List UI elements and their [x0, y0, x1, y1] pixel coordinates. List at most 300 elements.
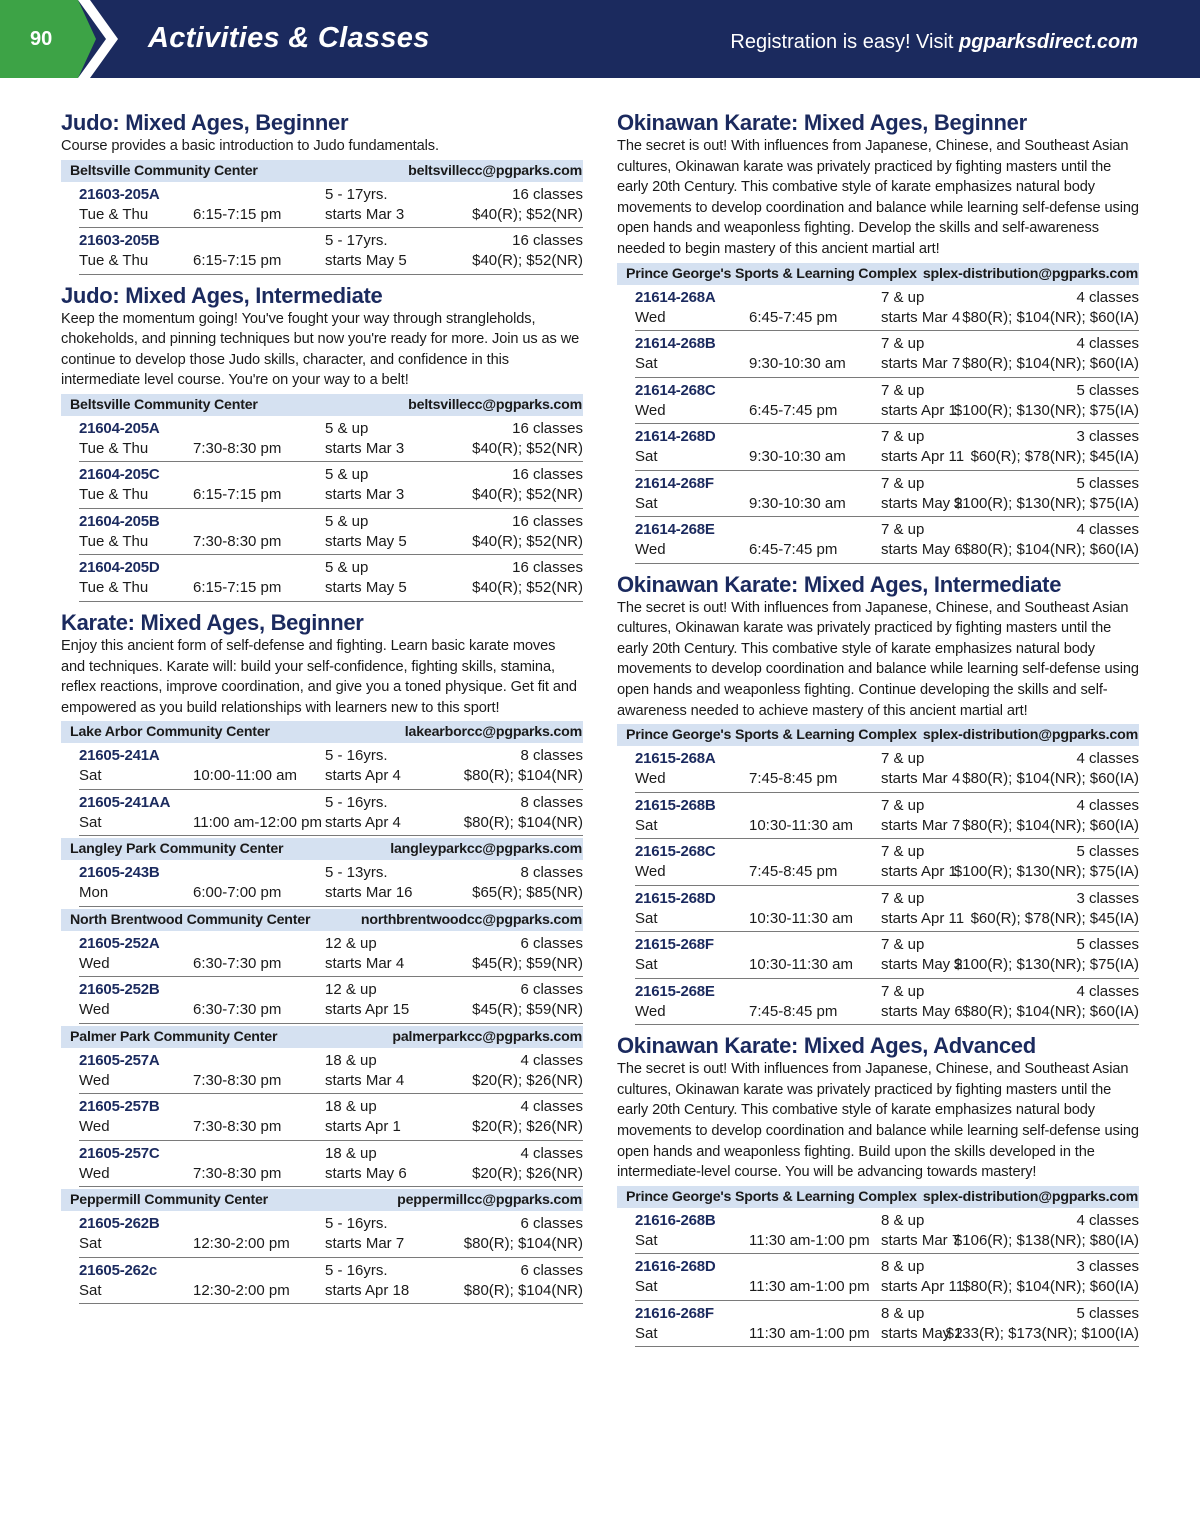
class-start: starts Mar 7 [881, 355, 961, 373]
class-days: Tue & Thu [79, 486, 149, 504]
class-start: starts Mar 4 [881, 770, 961, 788]
class-ages: 7 & up [881, 889, 925, 907]
class-days: Wed [79, 954, 110, 972]
class-price: $100(R); $130(NR); $75(IA) [953, 494, 1139, 512]
class-days: Wed [635, 541, 666, 559]
class-start: starts Mar 3 [325, 486, 405, 504]
class-ages: 7 & up [881, 381, 925, 399]
class-count: 16 classes [512, 419, 583, 437]
location-email[interactable]: splex-distribution@pgparks.com [922, 1188, 1138, 1205]
location-name: Langley Park Community Center [70, 841, 284, 858]
class-ages: 7 & up [881, 474, 925, 492]
class-code[interactable]: 21615-268E [635, 982, 715, 1000]
class-time: 6:00-7:00 pm [193, 884, 282, 902]
location-bar [617, 263, 1139, 285]
class-time: 11:30 am-1:00 pm [749, 1324, 870, 1342]
class-code[interactable]: 21614-268C [635, 381, 716, 399]
class-row [79, 1258, 583, 1305]
class-time: 6:15-7:15 pm [193, 252, 282, 270]
class-row [635, 285, 1139, 332]
class-ages: 12 & up [325, 981, 377, 999]
class-time: 11:30 am-1:00 pm [749, 1231, 870, 1249]
class-time: 7:45-8:45 pm [749, 770, 838, 788]
class-row [635, 471, 1139, 518]
class-days: Sat [79, 767, 102, 785]
location-bar [61, 838, 583, 860]
class-count: 8 classes [520, 793, 583, 811]
class-price: $40(R); $52(NR) [472, 579, 583, 597]
location-name: Beltsville Community Center [70, 162, 258, 179]
class-ages: 7 & up [881, 843, 925, 861]
section-title: Okinawan Karate: Mixed Ages, Advanced [617, 1033, 1036, 1059]
class-days: Sat [79, 813, 102, 831]
class-start: starts Mar 4 [325, 1071, 405, 1089]
class-start: starts May 2 [881, 1324, 963, 1342]
class-price: $80(R); $104(NR) [463, 1281, 583, 1299]
class-time: 7:30-8:30 pm [193, 439, 282, 457]
location-name: Lake Arbor Community Center [70, 724, 270, 741]
class-time: 6:15-7:15 pm [193, 579, 282, 597]
class-count: 3 classes [1076, 428, 1139, 446]
location-email[interactable]: beltsvillecc@pgparks.com [408, 396, 582, 413]
class-code[interactable]: 21605-243B [79, 864, 160, 882]
class-time: 7:30-8:30 pm [193, 1071, 282, 1089]
class-start: starts May 5 [325, 532, 407, 550]
location-bar [61, 721, 583, 743]
class-price: $100(R); $130(NR); $75(IA) [953, 863, 1139, 881]
class-count: 4 classes [1076, 796, 1139, 814]
class-count: 4 classes [520, 1098, 583, 1116]
course-section [617, 110, 1139, 564]
class-days: Wed [635, 863, 666, 881]
registration-text: Registration is easy! Visit [730, 31, 960, 53]
class-code[interactable]: 21604-205D [79, 559, 160, 577]
location-name: Palmer Park Community Center [70, 1028, 278, 1045]
location-name: Beltsville Community Center [70, 396, 258, 413]
class-code[interactable]: 21605-262B [79, 1215, 160, 1233]
registration-link[interactable]: pgparksdirect.com [959, 31, 1138, 53]
class-time: 6:30-7:30 pm [193, 954, 282, 972]
class-row [635, 1254, 1139, 1301]
class-code[interactable]: 21604-205B [79, 512, 160, 530]
class-time: 10:30-11:30 am [749, 956, 853, 974]
class-count: 6 classes [520, 934, 583, 952]
class-row [79, 1094, 583, 1141]
page-title: Activities & Classes [148, 22, 430, 54]
class-row [79, 931, 583, 978]
class-row [635, 378, 1139, 425]
class-count: 8 classes [520, 747, 583, 765]
class-count: 4 classes [1076, 750, 1139, 768]
class-start: starts Apr 1 [325, 1118, 401, 1136]
class-ages: 7 & up [881, 335, 925, 353]
class-price: $80(R); $104(NR); $60(IA) [962, 308, 1139, 326]
class-row [635, 932, 1139, 979]
class-days: Wed [635, 401, 666, 419]
class-price: $45(R); $59(NR) [472, 1001, 583, 1019]
class-start: starts Mar 3 [325, 205, 405, 223]
class-price: $80(R); $104(NR); $60(IA) [962, 355, 1139, 373]
class-row [635, 517, 1139, 564]
class-ages: 7 & up [881, 288, 925, 306]
location-email[interactable]: lakearborcc@pgparks.com [404, 724, 582, 741]
class-time: 9:30-10:30 am [749, 494, 846, 512]
class-count: 5 classes [1076, 843, 1139, 861]
class-code[interactable]: 21605-257C [79, 1144, 160, 1162]
class-count: 4 classes [1076, 1211, 1139, 1229]
class-row [79, 1048, 583, 1095]
class-time: 12:30-2:00 pm [193, 1235, 290, 1253]
class-time: 11:00 am-12:00 pm [193, 813, 322, 831]
class-price: $80(R); $104(NR); $60(IA) [962, 770, 1139, 788]
class-time: 7:45-8:45 pm [749, 863, 838, 881]
class-time: 6:45-7:45 pm [749, 401, 838, 419]
location-name: Peppermill Community Center [70, 1192, 268, 1209]
course-section [61, 110, 583, 275]
class-count: 4 classes [520, 1144, 583, 1162]
class-code[interactable]: 21616-268B [635, 1211, 716, 1229]
location-email[interactable]: beltsvillecc@pgparks.com [408, 162, 582, 179]
class-start: starts May 6 [881, 541, 963, 559]
section-description: The secret is out! With influences from Japanese, Chinese, and Southeast Asian cultures, Okinawan karate was privately practiced by fighting masters until the early 20th Century. This combative style of karate emphasizes natural body movements to develop coordination and balance while learning self-defense using open hands and weaponless fighting. Develop the skills and self-awareness needed to begin mastery of this ancient martial art! [617, 138, 1139, 257]
class-price: $20(R); $26(NR) [472, 1164, 583, 1182]
page-number: 90 [30, 28, 53, 50]
class-days: Tue & Thu [79, 579, 149, 597]
class-ages: 7 & up [881, 428, 925, 446]
class-ages: 8 & up [881, 1304, 925, 1322]
location-bar [61, 160, 583, 182]
class-code[interactable]: 21603-205B [79, 232, 160, 250]
class-ages: 5 - 17yrs. [325, 232, 388, 250]
location-name: Prince George's Sports & Learning Complex [626, 265, 917, 282]
class-ages: 7 & up [881, 982, 925, 1000]
section-title: Karate: Mixed Ages, Beginner [61, 609, 364, 635]
class-row [79, 1141, 583, 1188]
class-price: $20(R); $26(NR) [472, 1071, 583, 1089]
class-price: $20(R); $26(NR) [472, 1118, 583, 1136]
class-row [635, 424, 1139, 471]
section-description: Enjoy this ancient form of self-defense and fighting. Learn basic karate moves and techniques. Karate will: build your self-confidence, fighting skills, stamina, reflex reactions, improve coordination, and give you a toned physique. Get fit and empowered as you build relationships with learners new to this sport! [61, 637, 577, 716]
class-price: $80(R); $104(NR) [463, 1235, 583, 1253]
class-code[interactable]: 21616-268D [635, 1258, 716, 1276]
location-bar [61, 1189, 583, 1211]
location-bar [617, 1186, 1139, 1208]
class-time: 6:45-7:45 pm [749, 541, 838, 559]
class-time: 10:30-11:30 am [749, 816, 853, 834]
class-start: starts Mar 7 [881, 816, 961, 834]
class-row [635, 746, 1139, 793]
class-ages: 8 & up [881, 1258, 925, 1276]
class-code[interactable]: 21615-268C [635, 843, 716, 861]
class-days: Wed [635, 308, 666, 326]
class-days: Sat [635, 816, 658, 834]
location-email[interactable]: langleyparkcc@pgparks.com [390, 841, 582, 858]
class-code[interactable]: 21614-268A [635, 288, 716, 306]
class-code[interactable]: 21604-205C [79, 466, 160, 484]
location-bar [61, 1026, 583, 1048]
class-ages: 7 & up [881, 521, 925, 539]
class-price: $45(R); $59(NR) [472, 954, 583, 972]
class-row [79, 182, 583, 229]
location-name: North Brentwood Community Center [70, 911, 311, 928]
class-row [79, 462, 583, 509]
class-days: Sat [635, 1231, 658, 1249]
class-ages: 5 - 16yrs. [325, 1261, 388, 1279]
section-description: Course provides a basic introduction to Judo fundamentals. [61, 138, 439, 154]
location-bar [61, 394, 583, 416]
class-days: Sat [635, 1324, 658, 1342]
class-count: 16 classes [512, 185, 583, 203]
class-code[interactable]: 21605-241A [79, 747, 160, 765]
location-email[interactable]: splex-distribution@pgparks.com [922, 265, 1138, 282]
class-days: Tue & Thu [79, 252, 149, 270]
page-header [0, 0, 1200, 78]
class-row [635, 839, 1139, 886]
class-row [635, 793, 1139, 840]
class-ages: 18 & up [325, 1144, 377, 1162]
class-count: 16 classes [512, 466, 583, 484]
class-days: Sat [79, 1281, 102, 1299]
class-price: $106(R); $138(NR); $80(IA) [953, 1231, 1139, 1249]
class-days: Tue & Thu [79, 205, 149, 223]
location-bar [61, 909, 583, 931]
location-bar [617, 724, 1139, 746]
class-start: starts May 5 [325, 579, 407, 597]
class-code[interactable]: 21615-268F [635, 936, 714, 954]
class-row [79, 509, 583, 556]
class-days: Wed [79, 1071, 110, 1089]
class-start: starts Apr 1 [881, 863, 957, 881]
class-price: $80(R); $104(NR) [463, 767, 583, 785]
class-ages: 18 & up [325, 1051, 377, 1069]
class-count: 5 classes [1076, 936, 1139, 954]
location-name: Prince George's Sports & Learning Complex [626, 1188, 917, 1205]
class-price: $80(R); $104(NR); $60(IA) [962, 1278, 1139, 1296]
course-section [61, 283, 583, 602]
class-ages: 5 - 17yrs. [325, 185, 388, 203]
class-days: Wed [635, 1002, 666, 1020]
class-time: 7:30-8:30 pm [193, 1118, 282, 1136]
course-section [617, 1033, 1139, 1347]
class-price: $60(R); $78(NR); $45(IA) [970, 909, 1139, 927]
class-ages: 5 - 13yrs. [325, 864, 388, 882]
registration-note [730, 31, 1138, 54]
class-days: Wed [79, 1164, 110, 1182]
class-count: 16 classes [512, 559, 583, 577]
class-code[interactable]: 21603-205A [79, 185, 160, 203]
class-price: $80(R); $104(NR); $60(IA) [962, 816, 1139, 834]
course-section [61, 610, 583, 1304]
class-start: starts Apr 4 [325, 767, 401, 785]
class-count: 6 classes [520, 1261, 583, 1279]
class-row [635, 1208, 1139, 1255]
class-start: starts May 2 [881, 494, 963, 512]
class-start: starts Mar 16 [325, 884, 413, 902]
class-start: starts May 5 [325, 252, 407, 270]
class-days: Wed [79, 1118, 110, 1136]
class-row [79, 416, 583, 463]
class-time: 10:30-11:30 am [749, 909, 853, 927]
class-count: 4 classes [1076, 982, 1139, 1000]
class-start: starts Mar 3 [325, 439, 405, 457]
class-row [79, 790, 583, 837]
class-row [635, 886, 1139, 933]
class-count: 16 classes [512, 232, 583, 250]
class-count: 3 classes [1076, 1258, 1139, 1276]
class-price: $80(R); $104(NR); $60(IA) [962, 541, 1139, 559]
class-ages: 5 & up [325, 466, 369, 484]
class-code[interactable]: 21614-268D [635, 428, 716, 446]
section-title: Judo: Mixed Ages, Intermediate [61, 282, 383, 308]
class-row [79, 228, 583, 275]
left-column [61, 110, 583, 1312]
class-count: 4 classes [520, 1051, 583, 1069]
class-ages: 5 & up [325, 419, 369, 437]
class-row [79, 743, 583, 790]
class-ages: 7 & up [881, 936, 925, 954]
class-ages: 5 & up [325, 559, 369, 577]
section-description: The secret is out! With influences from Japanese, Chinese, and Southeast Asian cultures, Okinawan karate was privately practiced by fighting masters until the early 20th Century. This combative style of karate emphasizes natural body movements to develop coordination and balance while learning self-defense using open hands and weaponless fighting. Continue developing the skills and self-awareness needed to achieve mastery of this ancient martial art! [617, 599, 1139, 719]
class-price: $100(R); $130(NR); $75(IA) [953, 401, 1139, 419]
class-start: starts Apr 15 [325, 1001, 410, 1019]
class-row [79, 555, 583, 602]
class-price: $80(R); $104(NR); $60(IA) [962, 1002, 1139, 1020]
location-email[interactable]: peppermillcc@pgparks.com [397, 1192, 582, 1209]
class-days: Sat [635, 1278, 658, 1296]
class-price: $100(R); $130(NR); $75(IA) [953, 956, 1139, 974]
class-ages: 12 & up [325, 934, 377, 952]
class-ages: 5 - 16yrs. [325, 747, 388, 765]
class-price: $40(R); $52(NR) [472, 486, 583, 504]
class-start: starts May 6 [325, 1164, 407, 1182]
class-days: Sat [635, 956, 658, 974]
class-code[interactable]: 21614-268F [635, 474, 714, 492]
class-time: 6:30-7:30 pm [193, 1001, 282, 1019]
class-code[interactable]: 21615-268D [635, 889, 716, 907]
class-row [635, 979, 1139, 1026]
course-section [617, 572, 1139, 1026]
class-days: Wed [635, 770, 666, 788]
class-time: 6:45-7:45 pm [749, 308, 838, 326]
class-code[interactable]: 21616-268F [635, 1304, 714, 1322]
class-ages: 5 - 16yrs. [325, 1215, 388, 1233]
class-days: Sat [635, 448, 658, 466]
class-code[interactable]: 21615-268B [635, 796, 716, 814]
class-row [79, 860, 583, 907]
class-days: Wed [79, 1001, 110, 1019]
location-name: Prince George's Sports & Learning Complex [626, 727, 917, 744]
class-time: 12:30-2:00 pm [193, 1281, 290, 1299]
class-price: $40(R); $52(NR) [472, 205, 583, 223]
location-email[interactable]: splex-distribution@pgparks.com [922, 727, 1138, 744]
class-start: starts Apr 11 [881, 909, 965, 927]
class-ages: 5 - 16yrs. [325, 793, 388, 811]
class-count: 5 classes [1076, 1304, 1139, 1322]
class-code[interactable]: 21605-252A [79, 934, 160, 952]
location-email[interactable]: northbrentwoodcc@pgparks.com [360, 911, 582, 928]
section-title: Okinawan Karate: Mixed Ages, Beginner [617, 110, 1027, 135]
class-code[interactable]: 21605-262c [79, 1261, 158, 1279]
section-title: Judo: Mixed Ages, Beginner [61, 110, 349, 135]
class-code[interactable]: 21605-252B [79, 981, 160, 999]
class-code[interactable]: 21615-268A [635, 750, 716, 768]
class-count: 3 classes [1076, 889, 1139, 907]
class-start: starts May 2 [881, 956, 963, 974]
class-row [635, 331, 1139, 378]
class-row [635, 1301, 1139, 1348]
class-time: 6:15-7:15 pm [193, 486, 282, 504]
class-price: $133(R); $173(NR); $100(IA) [945, 1324, 1139, 1342]
section-description: The secret is out! With influences from Japanese, Chinese, and Southeast Asian cultures, Okinawan karate was privately practiced by fighting masters until the early 20th Century. This combative style of karate emphasizes natural body movements to develop coordination and balance while learning self-defense using open hands and weaponless fighting. Build upon the skills developed in the intermediate-level course. You will be advancing towards mastery! [617, 1061, 1139, 1181]
class-ages: 7 & up [881, 750, 925, 768]
class-count: 6 classes [520, 981, 583, 999]
class-price: $40(R); $52(NR) [472, 439, 583, 457]
class-days: Tue & Thu [79, 439, 149, 457]
class-ages: 7 & up [881, 796, 925, 814]
class-days: Sat [635, 355, 658, 373]
class-ages: 5 & up [325, 512, 369, 530]
class-count: 4 classes [1076, 288, 1139, 306]
class-start: starts Mar 7 [325, 1235, 405, 1253]
class-count: 8 classes [520, 864, 583, 882]
class-time: 6:15-7:15 pm [193, 205, 282, 223]
class-count: 4 classes [1076, 521, 1139, 539]
class-ages: 8 & up [881, 1211, 925, 1229]
class-count: 5 classes [1076, 474, 1139, 492]
class-count: 4 classes [1076, 335, 1139, 353]
class-count: 16 classes [512, 512, 583, 530]
class-start: starts Mar 7 [881, 1231, 961, 1249]
class-start: starts Mar 4 [325, 954, 405, 972]
class-time: 10:00-11:00 am [193, 767, 297, 785]
class-time: 11:30 am-1:00 pm [749, 1278, 870, 1296]
class-start: starts Apr 11 [881, 1278, 965, 1296]
class-days: Sat [79, 1235, 102, 1253]
class-code[interactable]: 21614-268E [635, 521, 715, 539]
class-start: starts Apr 11 [881, 448, 965, 466]
class-row [79, 1211, 583, 1258]
class-code[interactable]: 21604-205A [79, 419, 160, 437]
class-start: starts Apr 18 [325, 1281, 410, 1299]
class-start: starts May 6 [881, 1002, 963, 1020]
class-time: 9:30-10:30 am [749, 448, 846, 466]
class-price: $40(R); $52(NR) [472, 252, 583, 270]
class-days: Mon [79, 884, 109, 902]
right-column [617, 110, 1139, 1355]
class-price: $65(R); $85(NR) [472, 884, 583, 902]
class-code[interactable]: 21605-257A [79, 1051, 160, 1069]
class-row [79, 977, 583, 1024]
class-days: Sat [635, 909, 658, 927]
class-ages: 18 & up [325, 1098, 377, 1116]
class-count: 6 classes [520, 1215, 583, 1233]
class-start: starts Apr 4 [325, 813, 401, 831]
class-price: $60(R); $78(NR); $45(IA) [970, 448, 1139, 466]
class-time: 7:30-8:30 pm [193, 1164, 282, 1182]
class-start: starts Mar 4 [881, 308, 961, 326]
class-time: 7:45-8:45 pm [749, 1002, 838, 1020]
class-count: 5 classes [1076, 381, 1139, 399]
class-days: Sat [635, 494, 658, 512]
class-price: $40(R); $52(NR) [472, 532, 583, 550]
section-title: Okinawan Karate: Mixed Ages, Intermediate [617, 571, 1062, 597]
section-description: Keep the momentum going! You've fought your way through strangleholds, chokeholds, and pinning techniques but now you're ready for more. Join us as we continue to develop those Judo skills, character, and confidence in this intermediate level course. You're on your way to a belt! [61, 310, 580, 389]
class-code[interactable]: 21605-241AA [79, 793, 171, 811]
class-code[interactable]: 21605-257B [79, 1098, 160, 1116]
class-code[interactable]: 21614-268B [635, 335, 716, 353]
location-email[interactable]: palmerparkcc@pgparks.com [392, 1028, 582, 1045]
class-price: $80(R); $104(NR) [463, 813, 583, 831]
